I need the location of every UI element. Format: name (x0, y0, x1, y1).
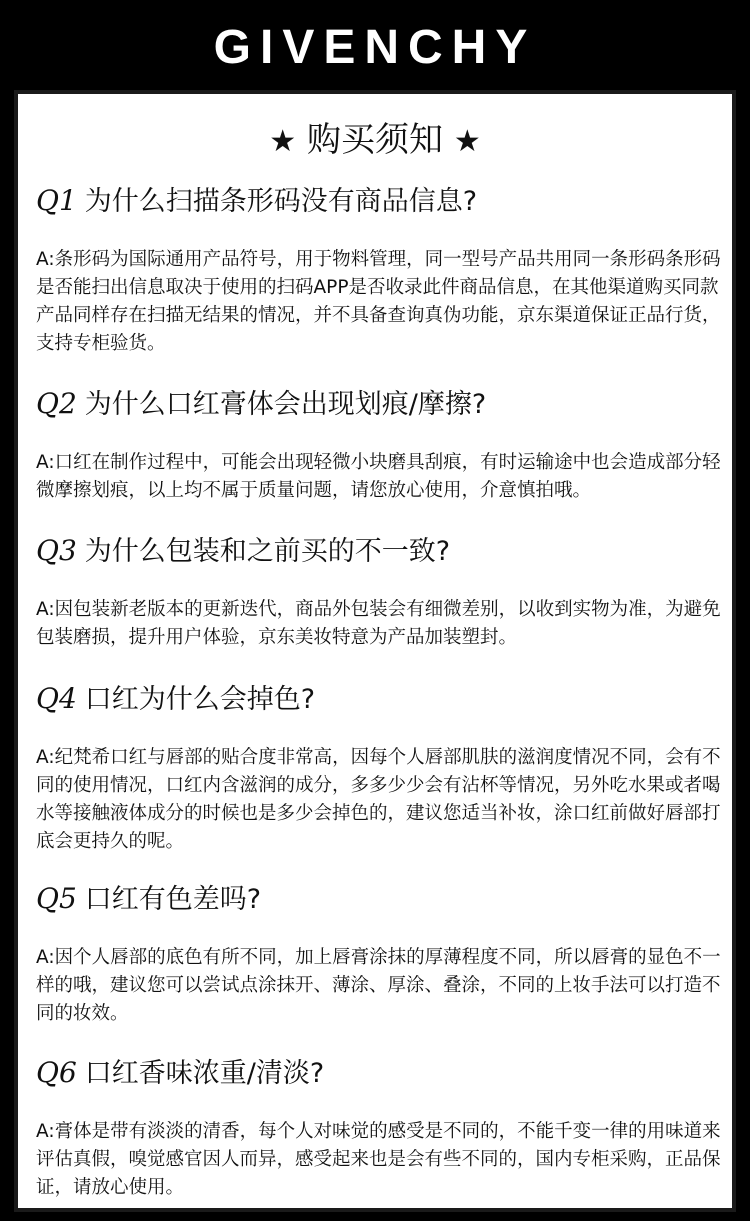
question-text: 为什么包装和之前买的不一致? (84, 536, 451, 567)
faq-item-3 (36, 534, 722, 652)
givenchy-logo: GIVENCHY (213, 21, 537, 74)
page-title (18, 120, 732, 162)
faq-question (36, 534, 722, 569)
question-number: Q2 (36, 387, 77, 420)
faq-answer: A:膏体是带有淡淡的清香，每个人对味觉的感受是不同的，不能千变一律的用味道来评估真假，嗅觉感官因人而异，感受起来也是会有些不同的，国内专柜采购，正品保证，请放心使用。 (36, 1121, 721, 1198)
faq-question (36, 1056, 722, 1091)
star-icon-left: ★ (269, 124, 297, 159)
faq-question (36, 184, 722, 219)
question-number: Q3 (36, 534, 77, 567)
purchase-notice-panel (14, 90, 736, 1212)
question-text: 口红为什么会掉色? (84, 684, 316, 715)
faq-question (36, 682, 722, 717)
question-number: Q6 (36, 1056, 77, 1089)
page-title-text: 购买须知 (307, 120, 443, 160)
faq-item-5 (36, 882, 722, 1028)
brand-header (0, 0, 750, 90)
faq-answer: A:纪梵希口红与唇部的贴合度非常高，因每个人唇部肌肤的滋润度情况不同，会有不同的使用情况，口红内含滋润的成分，多多少少会有沾杯等情况，另外吃水果或者喝水等接触液体成分的时候也是多少会掉色的，建议您适当补妆，涂口红前做好唇部打底会更持久的呢。 (36, 747, 721, 852)
star-icon-right: ★ (453, 124, 481, 159)
faq-answer: A:条形码为国际通用产品符号，用于物料管理，同一型号产品共用同一条形码条形码是否能扫出信息取决于使用的扫码APP是否收录此件商品信息，在其他渠道购买同款产品同样存在扫描无结果的情况，并不具备查询真伪功能，京东渠道保证正品行货，支持专柜验货。 (36, 249, 721, 354)
question-number: Q4 (36, 682, 77, 715)
faq-answer: A:口红在制作过程中，可能会出现轻微小块磨具刮痕，有时运输途中也会造成部分轻微摩擦划痕，以上均不属于质量问题，请您放心使用，介意慎拍哦。 (36, 452, 721, 501)
faq-item-4 (36, 682, 722, 856)
faq-question (36, 882, 722, 917)
question-text: 口红有色差吗? (84, 884, 262, 915)
question-number: Q5 (36, 882, 77, 915)
question-text: 为什么扫描条形码没有商品信息? (84, 186, 478, 217)
faq-item-6 (36, 1056, 722, 1202)
question-text: 为什么口红膏体会出现划痕/摩擦? (84, 389, 487, 420)
question-number: Q1 (36, 184, 77, 217)
faq-answer: A:因包装新老版本的更新迭代，商品外包装会有细微差别，以收到实物为准，为避免包装磨损，提升用户体验，京东美妆特意为产品加装塑封。 (36, 599, 721, 648)
faq-item-2 (36, 387, 722, 505)
faq-answer: A:因个人唇部的底色有所不同，加上唇膏涂抹的厚薄程度不同，所以唇膏的显色不一样的哦，建议您可以尝试点涂抹开、薄涂、厚涂、叠涂，不同的上妆手法可以打造不同的妆效。 (36, 947, 721, 1024)
faq-question (36, 387, 722, 422)
faq-item-1 (36, 184, 722, 358)
question-text: 口红香味浓重/清淡? (84, 1058, 325, 1089)
